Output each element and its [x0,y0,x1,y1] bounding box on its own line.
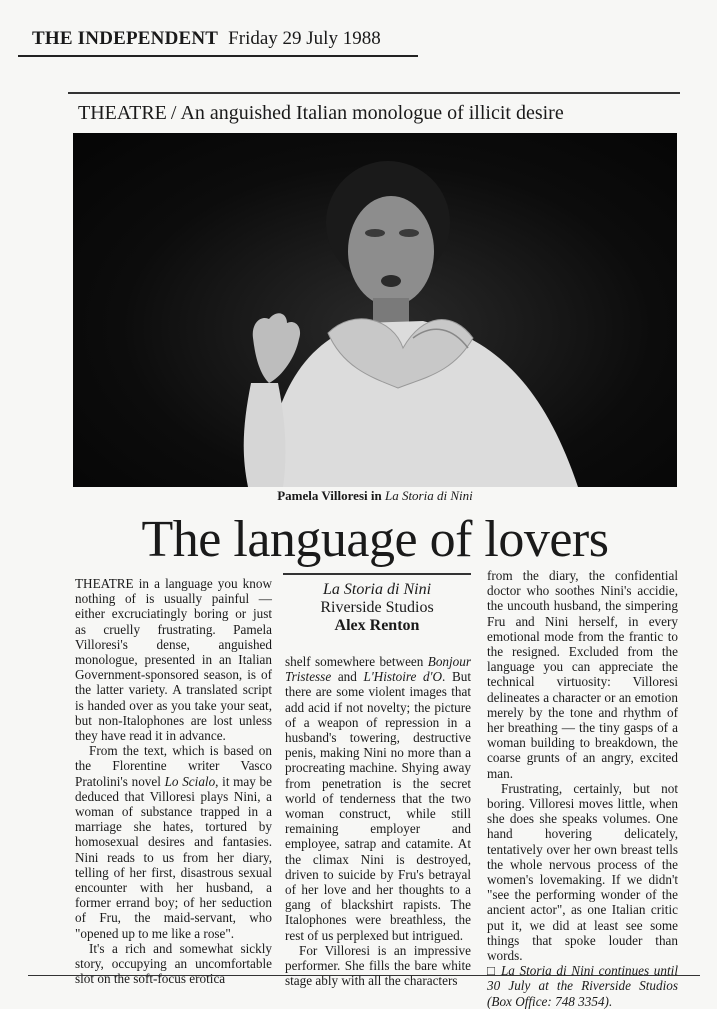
photo-caption [73,488,677,504]
section-heading [78,102,678,125]
masthead-rule [18,55,418,57]
article-column-2 [285,654,471,988]
article-headline: The language of lovers [141,511,609,568]
photo-illustration [73,133,677,487]
performer-photo [73,133,677,487]
listing-note: □ La Storia di Nini continues until 30 July at the Riverside Studios (Box Office: 748 3354). [487,963,678,1009]
article-column-3 [487,568,678,1009]
paragraph: It's a rich and somewhat sickly story, occupying an uncomfortable slot on the soft-focus erotica [75,940,272,987]
newspaper-name: THE INDEPENDENT [32,28,219,49]
masthead [32,28,381,50]
face-shape [348,196,434,306]
review-byline [283,573,471,635]
section-kicker: An anguished Italian monologue of illicit desire [180,102,564,124]
paragraph: Frustrating, certainly, but not boring. Villoresi moves little, when she does she speaks volumes. One hand hovering delicately, tentatively over her own breast tells the whole nervous process of the women's lovemaking. If we didn't "see the performing wonder of the ancient actor", as one Italian critic put it, we did at least see some things that spoke louder than words. [487,780,678,964]
paragraph: shelf somewhere between Bonjour Tristesse and L'Histoire d'O. But there are some violent images that add acid if not novelty; the picture of a weapon of repression in a husband's towering, destructive penis, making Nini no more than a procreating machine. Shying away from penetration is the secret world of tenderness that the two woman construct, while still remaining employer and employee, satrap and catamite. At the climax Nini is destroyed, driven to suicide by Fru's betrayal of her love and her thoughts to a gang of blackshirt rapists. The Italophones were breathless, the rest of us perplexed but intrigued. [285,654,471,943]
article-bottom-rule [28,975,700,976]
section-label: THEATRE [78,102,167,124]
play-title: La Storia di Nini [322,581,432,598]
author-name: Alex Renton [334,617,420,634]
article-column-1 [75,576,272,986]
issue-date: Friday 29 July 1988 [228,28,381,49]
article-top-rule [68,92,680,94]
venue: Riverside Studios [320,599,434,616]
hand-shape [253,313,300,383]
paragraph: THEATRE in a language you know nothing of is usually painful — either excruciatingly boring or just as cruelly frustrating. Pamela Villoresi's dense, anguished monologue, presented in an Italian Government-sponsored season, is of the latter variety. A translated script is handed over as you take your seat, but non-Italophones are lost unless they have read it in advance. [75,576,272,744]
paragraph: from the diary, the confidential doctor who soothes Nini's accidie, the uncouth husband, the simpering Fru and Nini herself, in every emotional mode from the frantic to the resigned. Excluded from the language you can appreciate the technical virtuosity: Villoresi delineates a character or an emotion merely by the tone and rhythm of her breathing — the tiny gasps of a woman building to breakdown, the coarse grunts of an angry, excited man. [487,568,678,781]
section-separator: / [170,102,177,124]
paragraph: From the text, which is based on the Florentine writer Vasco Pratolini's novel Lo Scialo, it may be deduced that Villoresi plays Nini, a woman of substance trapped in a marriage she hates, tortured by homosexual desires and fantasies. Nini reads to us from her diary, telling of her first, disastrous sexual encounter with her husband, a former errand boy; of her seduction of Fru, the maid-servant, who "opened up to me like a rose". [75,743,272,941]
caption-title: La Storia di Nini [384,488,473,503]
byline-rule [283,573,471,575]
caption-name: Pamela Villoresi in [277,488,382,503]
paragraph: For Villoresi is an impressive performer. She fills the bare white stage ably with all the characters [285,942,471,989]
